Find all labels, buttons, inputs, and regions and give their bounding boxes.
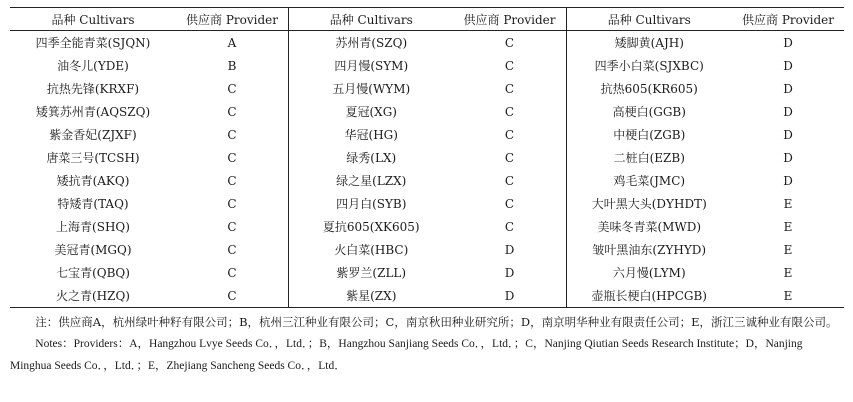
provider-cell: C	[227, 219, 237, 234]
cultivar-cell: 矮脚黄(AJH)	[614, 36, 684, 50]
table-row	[289, 169, 566, 192]
cultivar-cell: 中梗白(ZGB)	[613, 128, 686, 142]
note-english: Notes：Providers：A，Hangzhou Lvye Seeds Co．，Ltd．；B，Hangzhou Sanjiang Seeds Co．，Ltd．；C，Nanjing Qiutian Seeds Research Institute；D，Nanjing Minghua Seeds Co．，Ltd．；E，Zhejiang Sancheng Seeds Co．，Ltd．	[10, 338, 803, 372]
table-row	[10, 54, 288, 77]
table-row	[289, 261, 566, 284]
table-row	[10, 77, 288, 100]
provider-cell: A	[227, 35, 237, 50]
provider-cell: D	[783, 173, 793, 188]
provider-cell: D	[783, 150, 793, 165]
provider-cell: C	[227, 242, 237, 257]
cultivar-cell: 皱叶黑油东(ZYHYD)	[592, 243, 707, 257]
table-row	[289, 146, 566, 169]
header-cultivar: 品种 Cultivars	[10, 8, 176, 31]
provider-cell: D	[504, 265, 515, 280]
cultivar-cell: 紫金香妃(ZJXF)	[49, 128, 137, 142]
cultivar-cell: 大叶黑大头(DYHDT)	[591, 197, 707, 211]
table-row	[566, 123, 844, 146]
header-provider: 供应商 Provider	[176, 8, 288, 31]
cultivar-cell: 矮抗青(AKQ)	[56, 174, 130, 188]
table-row	[566, 77, 844, 100]
cultivar-cell: 四季全能青菜(SJQN)	[35, 36, 151, 50]
provider-cell: C	[227, 81, 237, 96]
provider-cell: D	[504, 242, 515, 257]
cultivar-cell: 绿之星(LZX)	[336, 174, 407, 188]
cultivar-cell: 火白菜(HBC)	[334, 243, 409, 257]
cultivar-cell: 美冠青(MGQ)	[54, 243, 132, 257]
cultivar-cell: 七宝青(QBQ)	[56, 266, 130, 280]
cultivar-cell: 美味冬青菜(MWD)	[597, 220, 702, 234]
table-row	[566, 215, 844, 238]
table-row	[566, 261, 844, 284]
table-block-1	[10, 7, 288, 308]
cultivar-cell: 特矮青(TAQ)	[57, 197, 129, 211]
cultivar-cell: 壶瓶长梗白(HPCGB)	[591, 289, 707, 303]
cultivar-cell: 二桩白(EZB)	[613, 151, 685, 165]
provider-cell: C	[227, 150, 237, 165]
header-provider: 供应商 Provider	[454, 8, 566, 31]
provider-cell: B	[227, 58, 237, 73]
provider-cell: C	[504, 196, 515, 211]
table-row	[10, 169, 288, 192]
cultivar-cell: 高梗白(GGB)	[612, 105, 686, 119]
provider-cell: D	[783, 58, 793, 73]
cultivar-cell: 苏州青(SZQ)	[335, 36, 408, 50]
provider-cell: D	[783, 104, 793, 119]
provider-cell: E	[783, 288, 793, 303]
provider-cell: C	[504, 81, 515, 96]
table-row	[566, 284, 844, 308]
provider-cell: C	[227, 127, 237, 142]
cultivar-cell: 抗热605(KR605)	[600, 82, 698, 96]
table-row	[566, 192, 844, 215]
cultivar-cell: 四月白(SYB)	[336, 197, 407, 211]
table-row	[566, 31, 844, 55]
table-row	[289, 215, 566, 238]
cultivar-cell: 唐菜三号(TCSH)	[46, 151, 140, 165]
table-row	[10, 284, 288, 308]
provider-cell: D	[504, 288, 515, 303]
provider-cell: D	[783, 81, 793, 96]
header-cultivar: 品种 Cultivars	[289, 8, 454, 31]
table-row	[289, 123, 566, 146]
table-row	[10, 123, 288, 146]
table-row	[10, 192, 288, 215]
provider-cell: C	[504, 150, 515, 165]
provider-cell: D	[783, 127, 793, 142]
cultivar-cell: 矮箕苏州青(AQSZQ)	[35, 105, 151, 119]
table-row	[289, 238, 566, 261]
cultivar-cell: 抗热先锋(KRXF)	[46, 82, 140, 96]
table-notes	[10, 311, 843, 377]
provider-cell: E	[783, 196, 793, 211]
provider-cell: C	[227, 288, 237, 303]
provider-cell: C	[504, 35, 515, 50]
cultivar-cell: 四季小白菜(SJXBC)	[594, 59, 704, 73]
cultivar-cell: 绿秀(LX)	[346, 151, 397, 165]
cultivar-cell: 紫罗兰(ZLL)	[336, 266, 407, 280]
table-row	[10, 31, 288, 55]
provider-cell: E	[783, 242, 793, 257]
header-provider: 供应商 Provider	[732, 8, 844, 31]
table-block-2	[288, 7, 566, 308]
cultivar-cell: 上海青(SHQ)	[56, 220, 130, 234]
table-row	[10, 100, 288, 123]
table-row	[289, 77, 566, 100]
cultivar-cell: 紫星(ZX)	[346, 289, 397, 303]
provider-cell: C	[504, 173, 515, 188]
table-block-3	[566, 7, 845, 308]
provider-cell: C	[504, 127, 515, 142]
table-row	[566, 54, 844, 77]
cultivar-cell: 夏冠(XG)	[345, 105, 397, 119]
cultivar-cell: 夏抗605(XK605)	[322, 220, 420, 234]
provider-cell: C	[504, 58, 515, 73]
provider-cell: C	[504, 219, 515, 234]
header-cultivar: 品种 Cultivars	[566, 8, 732, 31]
provider-cell: C	[227, 173, 237, 188]
table-row	[289, 54, 566, 77]
table-row	[289, 192, 566, 215]
cultivar-cell: 五月慢(WYM)	[332, 82, 411, 96]
provider-cell: E	[783, 219, 793, 234]
provider-cell: E	[783, 265, 793, 280]
table-row	[289, 31, 566, 55]
table-row	[289, 284, 566, 308]
table-row	[566, 238, 844, 261]
cultivar-cell: 油冬儿(YDE)	[57, 59, 129, 73]
cultivar-cell: 华冠(HG)	[344, 128, 398, 142]
table-row	[10, 215, 288, 238]
provider-cell: D	[783, 35, 793, 50]
table-row	[566, 100, 844, 123]
table-row	[289, 100, 566, 123]
cultivar-cell: 火之青(HZQ)	[55, 289, 130, 303]
provider-cell: C	[504, 104, 515, 119]
provider-cell: C	[227, 196, 237, 211]
table-row	[566, 169, 844, 192]
table-row	[566, 146, 844, 169]
table-row	[10, 146, 288, 169]
cultivar-cell: 鸡毛菜(JMC)	[613, 174, 686, 188]
cultivar-cell: 四月慢(SYM)	[334, 59, 409, 73]
table-row	[10, 261, 288, 284]
provider-cell: C	[227, 104, 237, 119]
cultivar-provider-table	[10, 7, 843, 308]
note-chinese: 注：供应商A，杭州绿叶种籽有限公司；B，杭州三江种业有限公司；C，南京秋田种业研究所；D，南京明华种业有限责任公司；E，浙江三诚种业有限公司。	[35, 315, 838, 329]
cultivar-cell: 六月慢(LYM)	[612, 266, 686, 280]
table-row	[10, 238, 288, 261]
provider-cell: C	[227, 265, 237, 280]
